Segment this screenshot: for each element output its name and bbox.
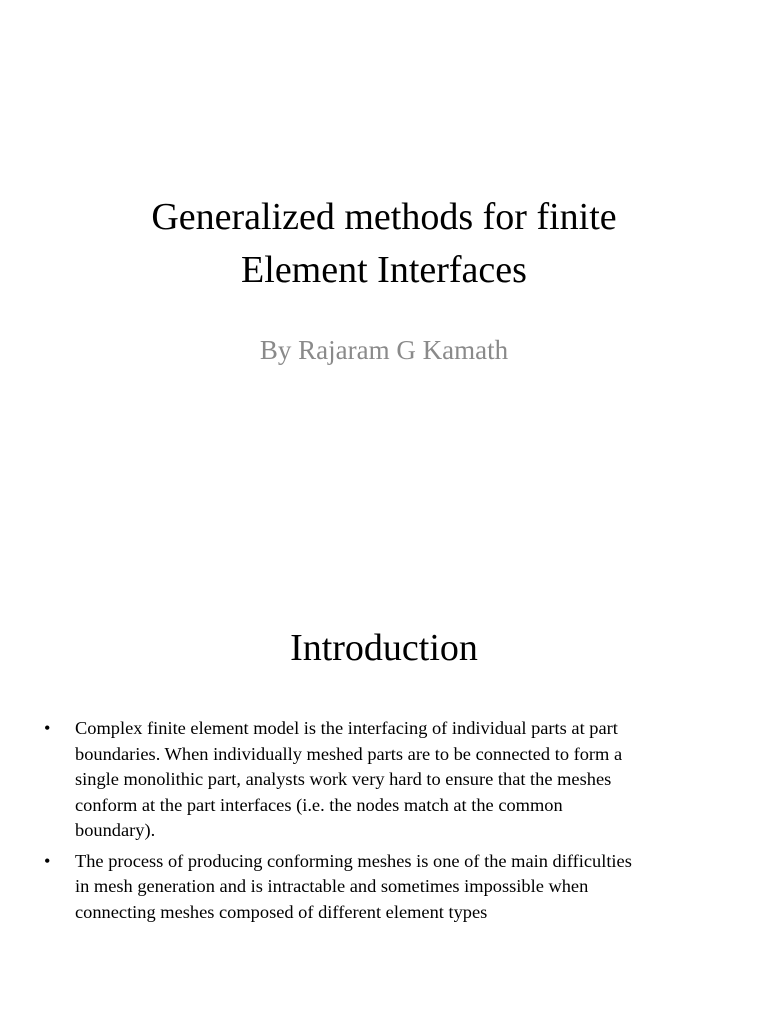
bullet-text-line: The process of producing conforming meshes is one of the main difficulties [75,850,632,871]
bullet-icon: • [44,718,51,738]
bullet-item [44,716,734,844]
bullet-text-line: boundaries. When individually meshed parts are to be connected to form a [75,743,623,764]
slide-subtitle-author: By Rajaram G Kamath [259,335,509,365]
bullet-text-line: Complex finite element model is the interfacing of individual parts at part [75,718,618,738]
bullet-text-line: conform at the part interfaces (i.e. the nodes match at the common [75,794,563,815]
bullet-icon: • [44,850,51,871]
bullet-list [44,716,734,930]
slide-title-line-2: Element Interfaces [241,249,527,291]
bullet-text-line: in mesh generation and is intractable and sometimes impossible when [75,876,589,896]
section-heading: Introduction [290,627,478,669]
introduction-slide [0,512,768,1024]
slide-title-line-1: Generalized methods for finite [151,196,617,238]
bullet-text-line: connecting meshes composed of different element types [75,901,488,922]
bullet-text-line: boundary). [75,820,156,840]
bullet-text-line: single monolithic part, analysts work very hard to ensure that the meshes [75,769,612,789]
bullet-item [44,849,734,926]
